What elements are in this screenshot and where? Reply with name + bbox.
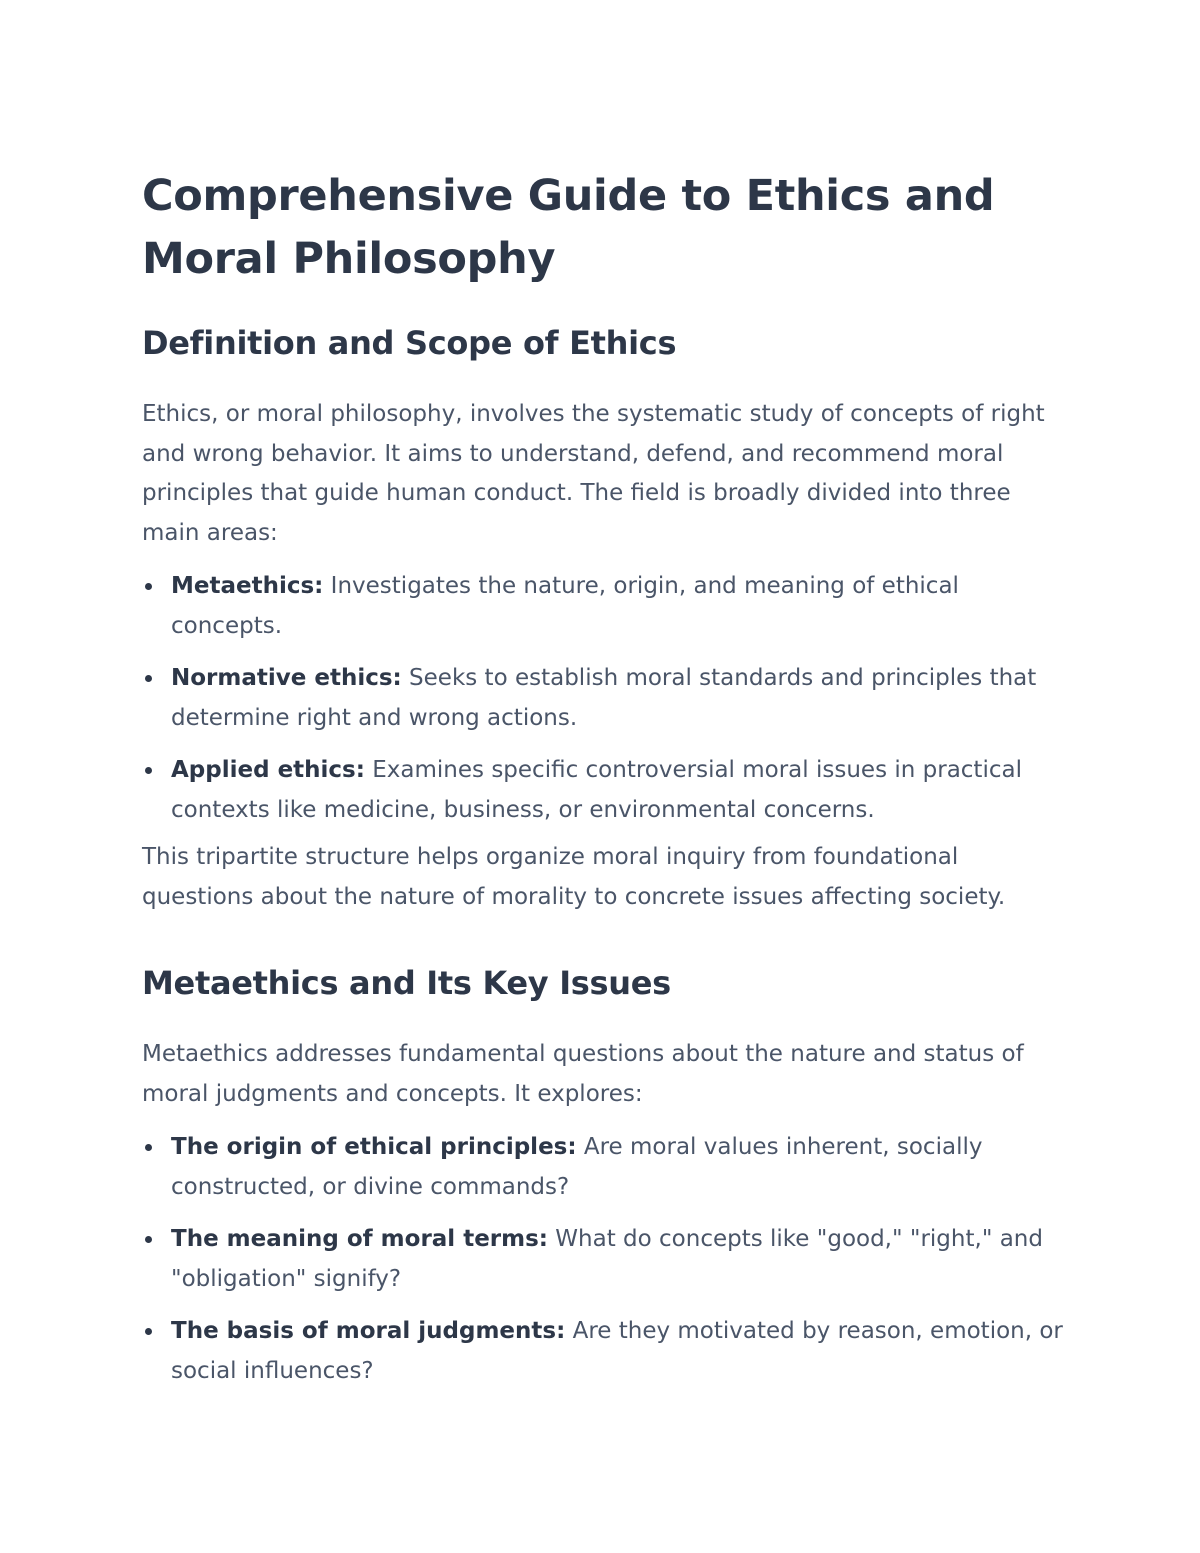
list-item-term: Metaethics:	[171, 573, 324, 599]
bullet-icon	[145, 1144, 152, 1151]
section-heading: Metaethics and Its Key Issues	[142, 964, 671, 1002]
list-item-term: The basis of moral judgments:	[171, 1318, 566, 1344]
section-intro-paragraph: Ethics, or moral philosophy, involves the systematic study of concepts of right and wrong behavior. It aims to understand, defend, and recommend moral principles that guide human conduct. The field is broadly divided into three main areas:	[142, 401, 1045, 546]
list-item-term: Applied ethics:	[171, 757, 365, 783]
list-item	[142, 1220, 1067, 1299]
bullet-icon	[145, 583, 152, 590]
section-outro-paragraph: This tripartite structure helps organize moral inquiry from foundational questions about the nature of morality to concrete issues affecting society.	[142, 844, 1006, 910]
list-item	[142, 567, 1067, 646]
bullet-list	[142, 1128, 1067, 1391]
bullet-icon	[145, 1328, 152, 1335]
list-item	[142, 751, 1067, 830]
list-item-term: The meaning of moral terms:	[171, 1226, 548, 1252]
list-item-text: Are moral values inherent, socially constructed, or divine commands?	[171, 1134, 983, 1200]
document-page	[142, 165, 1067, 1391]
bullet-icon	[145, 767, 152, 774]
list-item-term: The origin of ethical principles:	[171, 1134, 577, 1160]
bullet-icon	[145, 1236, 152, 1243]
bullet-list	[142, 567, 1067, 830]
list-item	[142, 1312, 1067, 1391]
list-item-text: Examines specific controversial moral issues in practical contexts like medicine, business, or environmental concerns.	[171, 757, 1022, 823]
list-item	[142, 659, 1067, 738]
list-item-text: Seeks to establish moral standards and principles that determine right and wrong actions.	[171, 665, 1037, 731]
list-item-text: What do concepts like "good," "right," and "obligation" signify?	[171, 1226, 1043, 1292]
list-item	[142, 1128, 1067, 1207]
list-item-text: Investigates the nature, origin, and meaning of ethical concepts.	[171, 573, 959, 639]
section-heading: Definition and Scope of Ethics	[142, 324, 677, 362]
document-title: Comprehensive Guide to Ethics and Moral Philosophy	[142, 171, 995, 284]
section-intro-paragraph: Metaethics addresses fundamental questions about the nature and status of moral judgments and concepts. It explores:	[142, 1041, 1024, 1107]
list-item-term: Normative ethics:	[171, 665, 402, 691]
list-item-text: Are they motivated by reason, emotion, or social influences?	[171, 1318, 1063, 1384]
bullet-icon	[145, 675, 152, 682]
